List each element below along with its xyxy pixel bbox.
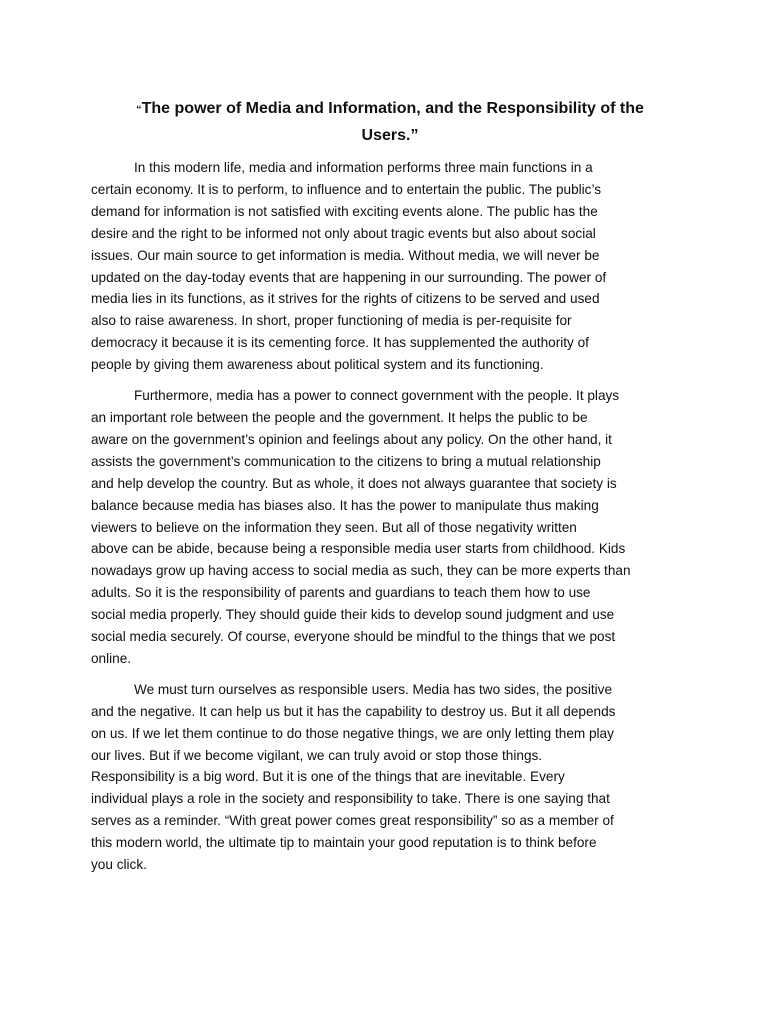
paragraph-line: online. <box>91 650 132 666</box>
paragraph-line: on us. If we let them continue to do those negative things, we are only letting them play <box>91 725 614 741</box>
paragraph-line: individual plays a role in the society and responsibility to take. There is one saying that <box>91 791 610 807</box>
paragraph-line: Furthermore, media has a power to connect government with the people. It plays <box>134 388 620 404</box>
title-line-1: The power of Media and Information, and the Responsibility of the <box>141 100 644 117</box>
paragraph-line: and the negative. It can help us but it has the capability to destroy us. But it all depends <box>91 703 616 719</box>
paragraph-2 <box>91 385 679 670</box>
paragraph-3 <box>91 679 679 876</box>
paragraph-line: adults. So it is the responsibility of parents and guardians to teach them how to use <box>91 585 591 601</box>
paragraph-line: Responsibility is a big word. But it is one of the things that are inevitable. Every <box>91 769 565 785</box>
paragraph-line: viewers to believe on the information they seen. But all of those negativity written <box>91 519 577 535</box>
paragraph-line: We must turn ourselves as responsible users. Media has two sides, the positive <box>134 681 613 697</box>
paragraph-line: and help develop the country. But as whole, it does not always guarantee that society is <box>91 475 617 491</box>
paragraph-line: assists the government’s communication to the citizens to bring a mutual relationship <box>91 453 601 469</box>
paragraph-line: also to raise awareness. In short, proper functioning of media is per-requisite for <box>91 313 572 329</box>
title-open-quote: “ <box>136 104 142 116</box>
paragraph-line: updated on the day-today events that are happening in our surrounding. The power of <box>91 269 607 285</box>
paragraph-1 <box>91 157 679 376</box>
paragraph-line: our lives. But if we become vigilant, we can truly avoid or stop those things. <box>91 747 543 763</box>
title-line-2: Users.” <box>361 127 419 144</box>
paragraph-line: demand for information is not satisfied with exciting events alone. The public has the <box>91 203 598 219</box>
paragraph-line: social media securely. Of course, everyone should be mindful to the things that we post <box>91 629 616 645</box>
paragraph-line: In this modern life, media and information performs three main functions in a <box>134 160 593 175</box>
paragraph-line: balance because media has biases also. It has the power to manipulate thus making <box>91 497 599 513</box>
paragraph-line: aware on the government’s opinion and feelings about any policy. On the other hand, it <box>91 431 612 447</box>
paragraph-line: media lies in its functions, as it strives for the rights of citizens to be served and used <box>91 291 600 307</box>
paragraph-line: desire and the right to be informed not only about tragic events but also about social <box>91 225 596 241</box>
document-title <box>90 96 690 148</box>
paragraph-line: democracy it because it is its cementing force. It has supplemented the authority of <box>91 335 589 351</box>
paragraph-line: this modern world, the ultimate tip to maintain your good reputation is to think before <box>91 835 597 851</box>
document-body <box>91 157 679 885</box>
paragraph-line: people by giving them awareness about political system and its functioning. <box>91 357 544 373</box>
paragraph-line: an important role between the people and the government. It helps the public to be <box>91 409 588 425</box>
paragraph-line: social media properly. They should guide their kids to develop sound judgment and use <box>91 607 615 623</box>
paragraph-line: above can be abide, because being a responsible media user starts from childhood. Kids <box>91 541 626 557</box>
paragraph-line: nowadays grow up having access to social media as such, they can be more experts than <box>91 563 631 579</box>
paragraph-line: serves as a reminder. “With great power comes great responsibility” so as a member of <box>91 813 614 829</box>
paragraph-line: issues. Our main source to get information is media. Without media, we will never be <box>91 247 600 263</box>
paragraph-line: certain economy. It is to perform, to influence and to entertain the public. The public’s <box>91 181 602 197</box>
paragraph-line: you click. <box>91 857 147 873</box>
